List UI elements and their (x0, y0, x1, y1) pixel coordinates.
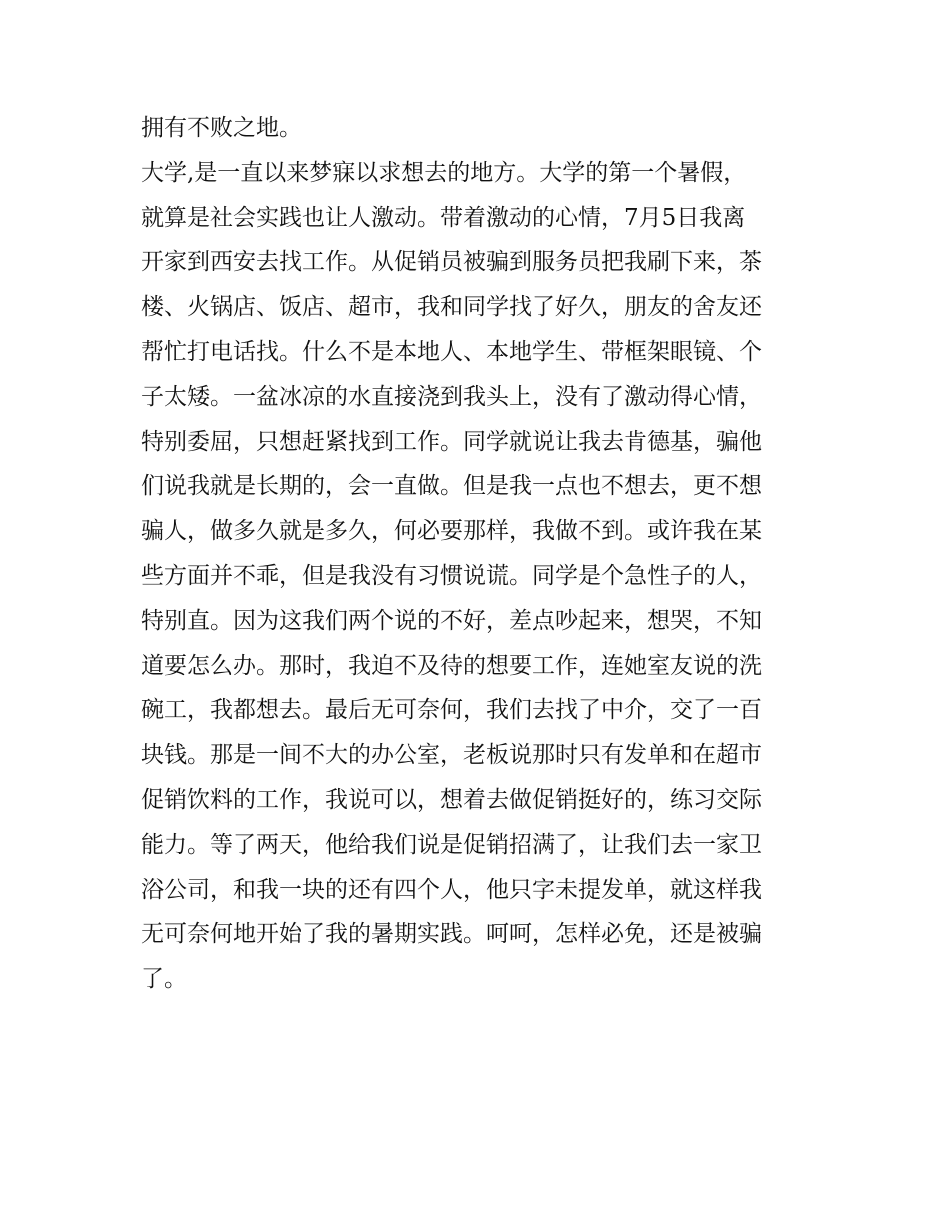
text-line: 促销饮料的工作，我说可以，想着去做促销挺好的，练习交际 (141, 786, 762, 813)
text-line: 道要怎么办。那时，我迫不及待的想要工作，连她室友说的洗 (141, 652, 762, 679)
text-line: 大学,是一直以来梦寐以求想去的地方。大学的第一个暑假， (141, 159, 747, 186)
body-text (141, 106, 821, 1002)
text-line: 浴公司，和我一块的还有四个人，他只字未提发单，就这样我 (141, 876, 762, 903)
text-line: 开家到西安去找工作。从促销员被骗到服务员把我刷下来，茶 (141, 249, 762, 276)
text-line: 拥有不败之地。 (141, 115, 302, 141)
text-line: 骗人，做多久就是多久，何必要那样，我做不到。或许我在某 (141, 518, 762, 545)
text-line: 们说我就是长期的，会一直做。但是我一点也不想去，更不想 (141, 473, 762, 500)
text-line: 子太矮。一盆冰凉的水直接浇到我头上，没有了激动得心情， (141, 383, 762, 410)
text-line: 帮忙打电话找。什么不是本地人、本地学生、带框架眼镜、个 (141, 338, 762, 365)
text-line: 些方面并不乖，但是我没有习惯说谎。同学是个急性子的人， (141, 562, 762, 589)
text-line: 块钱。那是一间不大的办公室，老板说那时只有发单和在超市 (141, 742, 762, 769)
text-line: 能力。等了两天，他给我们说是促销招满了，让我们去一家卫 (141, 831, 762, 858)
text-line: 特别直。因为这我们两个说的不好，差点吵起来，想哭，不知 (141, 607, 762, 634)
text-line: 就算是社会实践也让人激动。带着激动的心情，7月5日我离 (141, 204, 746, 231)
text-line: 无可奈何地开始了我的暑期实践。呵呵，怎样必免，还是被骗 (141, 921, 762, 948)
text-line: 楼、火锅店、饭店、超市，我和同学找了好久，朋友的舍友还 (141, 294, 762, 321)
text-line: 了。 (141, 966, 187, 993)
text-line: 碗工，我都想去。最后无可奈何，我们去找了中介，交了一百 (141, 697, 762, 724)
text-line: 特别委屈，只想赶紧找到工作。同学就说让我去肯德基，骗他 (141, 428, 762, 455)
